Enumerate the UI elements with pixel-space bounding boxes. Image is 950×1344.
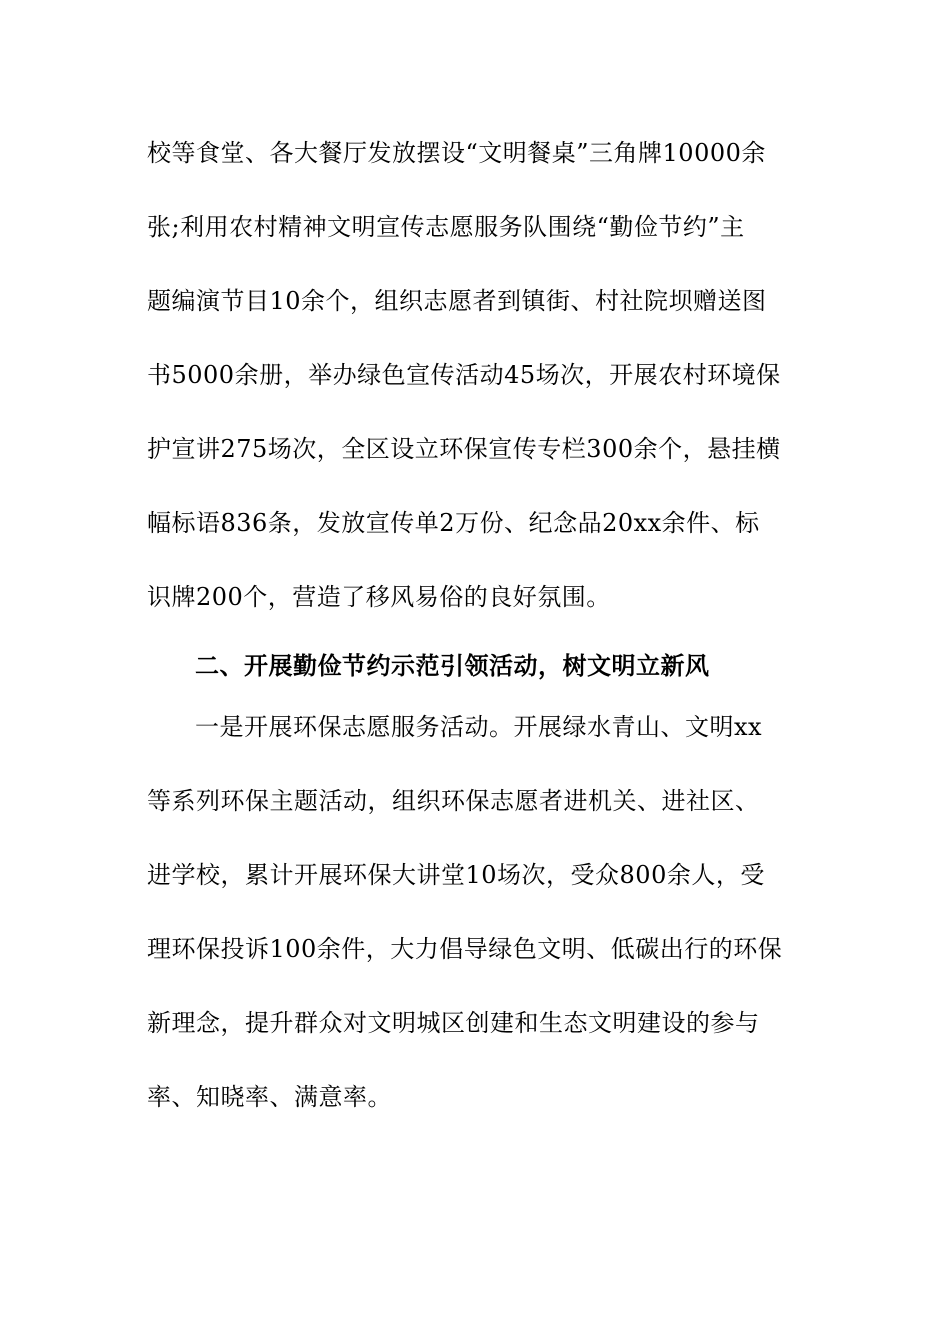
paragraph-line: 识牌200个，营造了移风易俗的良好氛围。 — [147, 583, 611, 611]
paragraph-line: 进学校，累计开展环保大讲堂10场次，受众800余人，受 — [147, 861, 765, 889]
paragraph-line: 校等食堂、各大餐厅发放摆设“文明餐桌”三角牌10000余 — [147, 139, 766, 167]
paragraph-line: 新理念，提升群众对文明城区创建和生态文明建设的参与 — [147, 1009, 760, 1037]
paragraph-line: 等系列环保主题活动，组织环保志愿者进机关、进社区、 — [147, 787, 760, 815]
paragraph-line: 书5000余册，举办绿色宣传活动45场次，开展农村环境保 — [147, 361, 781, 389]
paragraph-line: 幅标语836条，发放宣传单2万份、纪念品20xx余件、标 — [147, 509, 760, 537]
paragraph-line: 护宣讲275场次，全区设立环保宣传专栏300余个，悬挂横 — [147, 435, 781, 463]
paragraph-line: 率、知晓率、满意率。 — [147, 1083, 392, 1111]
paragraph-line: 张;利用农村精神文明宣传志愿服务队围绕“勤俭节约”主 — [147, 213, 745, 241]
paragraph-line: 一是开展环保志愿服务活动。开展绿水青山、文明xx — [195, 713, 763, 741]
section-heading: 二、开展勤俭节约示范引领活动，树文明立新风 — [195, 652, 710, 680]
paragraph-line: 题编演节目10余个，组织志愿者到镇街、村社院坝赠送图 — [147, 287, 767, 315]
paragraph-line: 理环保投诉100余件，大力倡导绿色文明、低碳出行的环保 — [147, 935, 783, 963]
